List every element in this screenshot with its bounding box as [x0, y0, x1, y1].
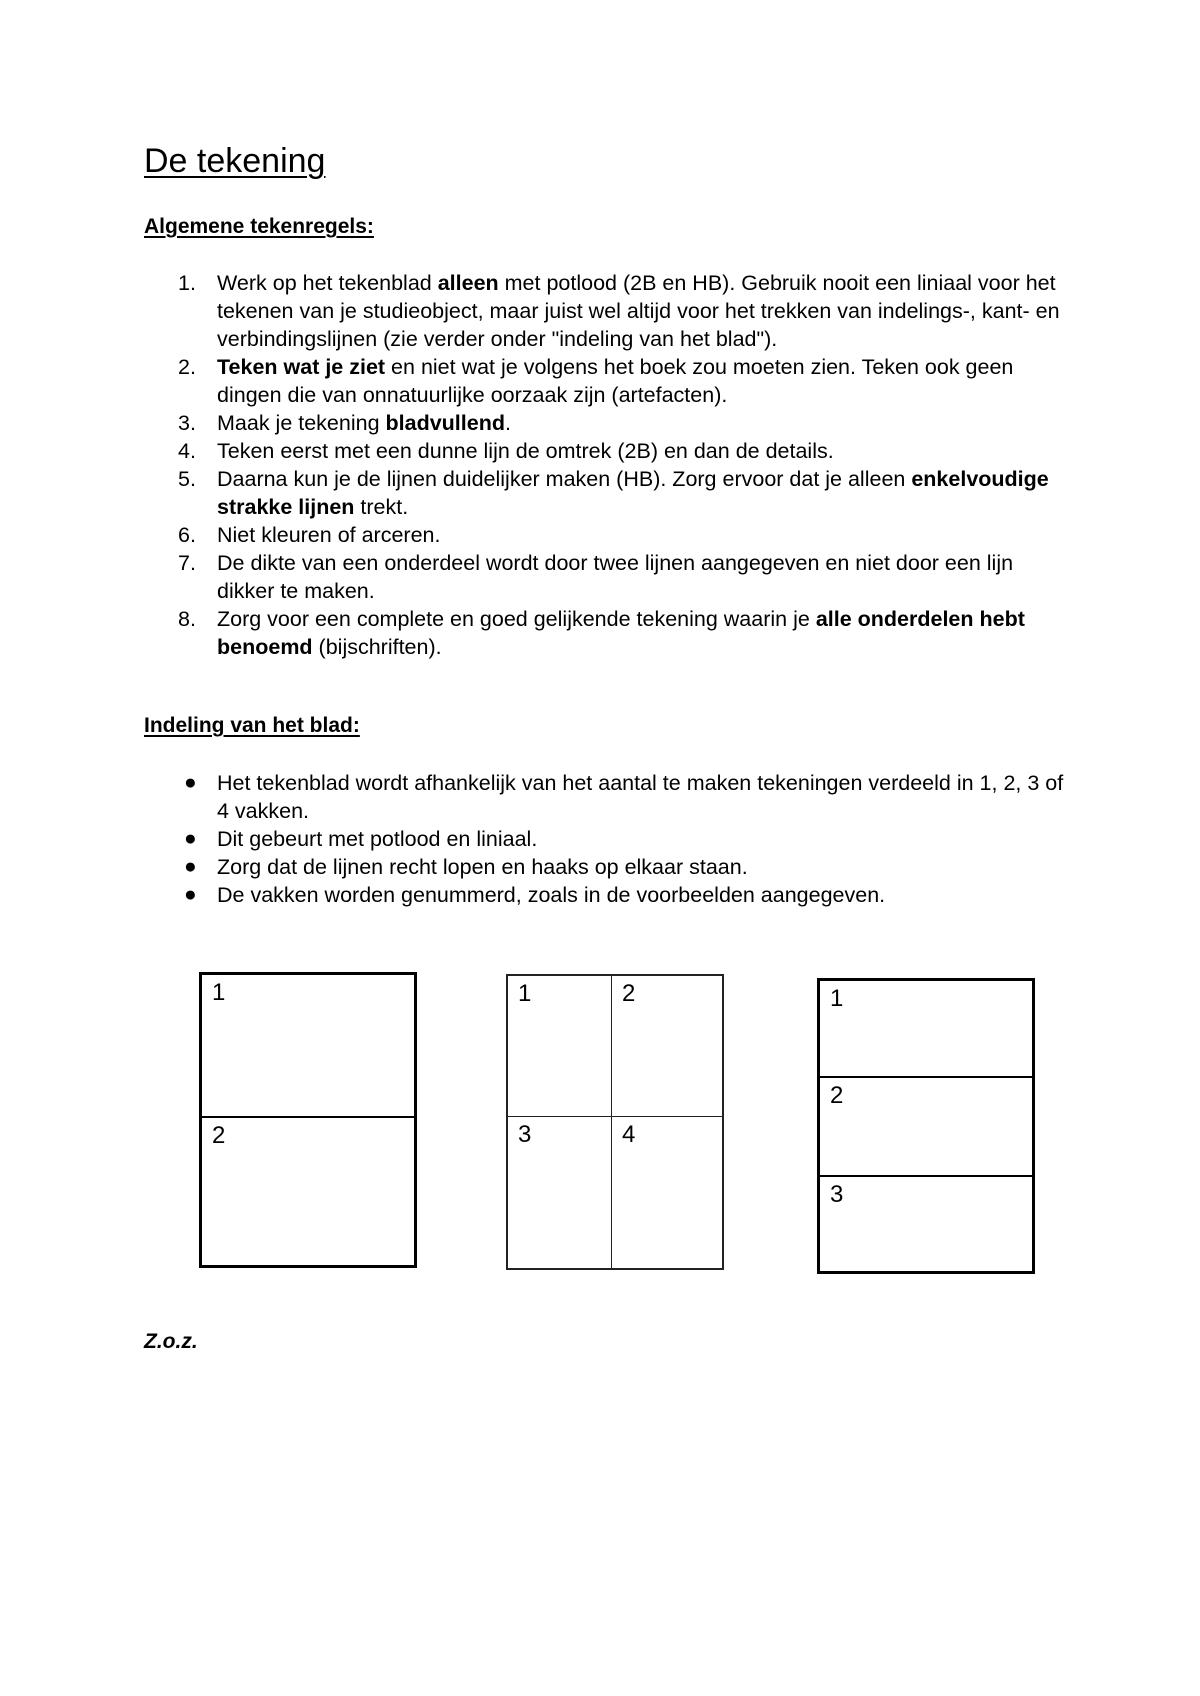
rule-text: trekt. — [354, 495, 409, 519]
cell-number: 1 — [830, 985, 844, 1012]
list-item — [144, 825, 1074, 853]
rule-number: 7. — [178, 551, 196, 575]
cell-number: 1 — [212, 979, 226, 1006]
rule-text: met potlood (2B en HB). Gebruik nooit een liniaal voor het tekenen van je studieobject, maar juist wel altijd voor het trekken van indelings-, kant- en verbindingslijnen (zie verder onder "indeling van het blad"). — [217, 271, 1060, 351]
list-item-text: Zorg dat de lijnen recht lopen en haaks op elkaar staan. — [217, 855, 748, 879]
bullet-icon: ● — [184, 855, 197, 878]
rule-number: 8. — [178, 607, 196, 631]
cell-number: 1 — [518, 980, 532, 1007]
sheet-cell — [612, 976, 722, 1117]
rule-number: 2. — [178, 355, 196, 379]
rule-text: (bijschriften). — [312, 635, 442, 659]
rule-emphasis: enkelvoudige strakke lijnen — [217, 467, 1049, 519]
rule-text: Daarna kun je de lijnen duidelijker maken (HB). Zorg ervoor dat je alleen — [217, 467, 912, 491]
footer-note: Z.o.z. — [144, 1330, 198, 1353]
cell-number: 2 — [212, 1122, 226, 1149]
list-item-text: Het tekenblad wordt afhankelijk van het aantal te maken tekeningen verdeeld in 1, 2, 3 of 4 vakken. — [217, 771, 1064, 823]
rule-text: Niet kleuren of arceren. — [217, 523, 441, 547]
rule-text: De dikte van een onderdeel wordt door twee lijnen aangegeven en niet door een lijn dikker te maken. — [217, 551, 1014, 603]
cell-number: 3 — [518, 1121, 532, 1148]
rule-number: 4. — [178, 439, 196, 463]
bullet-icon: ● — [184, 771, 197, 794]
rule-text: en niet wat je volgens het boek zou moeten zien. Teken ook geen dingen die van onnatuurlijke oorzaak zijn (artefacten). — [217, 355, 1014, 407]
layout-heading: Indeling van het blad: — [144, 714, 360, 737]
rule-item — [144, 437, 1074, 465]
list-item-text: De vakken worden genummerd, zoals in de voorbeelden aangegeven. — [217, 883, 886, 907]
bullet-icon: ● — [184, 827, 197, 850]
list-item-text: Dit gebeurt met potlood en liniaal. — [217, 827, 538, 851]
rule-item — [144, 605, 1074, 661]
rule-item — [144, 465, 1074, 521]
list-item — [144, 853, 1074, 881]
rule-item — [144, 521, 1074, 549]
rule-emphasis: bladvullend — [385, 411, 505, 435]
rules-list — [144, 269, 1074, 661]
cell-number: 2 — [622, 980, 636, 1007]
cell-number: 3 — [830, 1181, 844, 1208]
rule-text: Werk op het tekenblad — [217, 271, 438, 295]
sheet-cell — [508, 1117, 612, 1268]
sheet-cell — [820, 1078, 1032, 1177]
rule-item — [144, 409, 1074, 437]
page-title: De tekening — [144, 142, 326, 180]
cell-number: 2 — [830, 1082, 844, 1109]
example-sheet-four-cells — [506, 974, 724, 1270]
rule-emphasis: alle onderdelen hebt benoemd — [217, 607, 1025, 659]
example-sheet-three-cells — [817, 978, 1035, 1274]
rule-number: 5. — [178, 467, 196, 491]
cell-number: 4 — [622, 1121, 636, 1148]
sheet-cell — [820, 1177, 1032, 1271]
rule-number: 6. — [178, 523, 196, 547]
example-sheet-two-cells — [199, 972, 417, 1268]
rule-number: 3. — [178, 411, 196, 435]
bullet-icon: ● — [184, 883, 197, 906]
rule-emphasis: alleen — [437, 271, 499, 295]
sheet-cell — [202, 1118, 414, 1265]
list-item — [144, 881, 1074, 909]
rule-text: Teken eerst met een dunne lijn de omtrek (2B) en dan de details. — [217, 439, 834, 463]
rule-text: Maak je tekening — [217, 411, 386, 435]
sheet-cell — [202, 975, 414, 1118]
sheet-cell — [508, 976, 612, 1117]
rule-text: . — [504, 411, 511, 435]
list-item — [144, 769, 1074, 825]
rule-item — [144, 269, 1074, 353]
rule-emphasis: Teken wat je ziet — [217, 355, 386, 379]
sheet-cell — [820, 981, 1032, 1078]
rule-item — [144, 549, 1074, 605]
layout-list — [144, 769, 1074, 909]
sheet-cell — [612, 1117, 722, 1268]
rule-item — [144, 353, 1074, 409]
rule-number: 1. — [178, 271, 196, 295]
rule-text: Zorg voor een complete en goed gelijkende tekening waarin je — [217, 607, 816, 631]
rules-heading: Algemene tekenregels: — [144, 215, 374, 238]
